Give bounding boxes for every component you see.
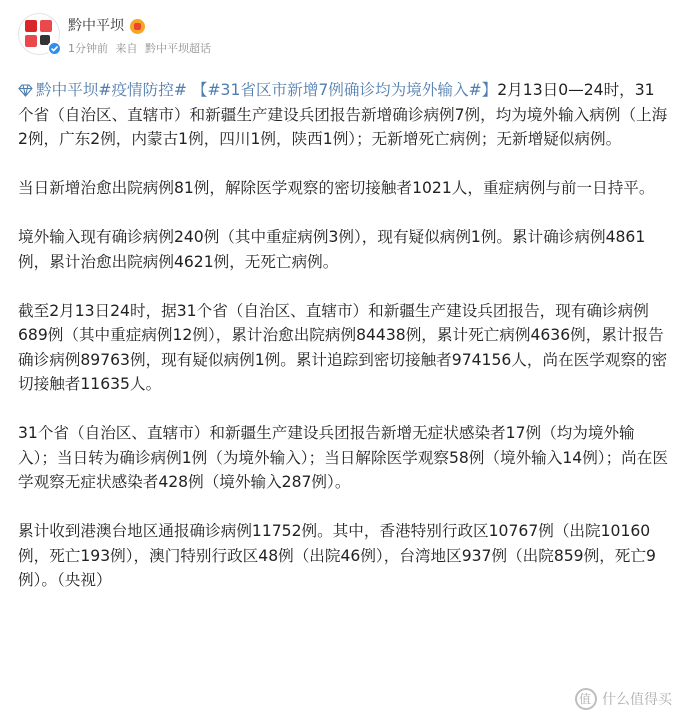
diamond-link-icon [18,84,33,97]
post-meta [68,41,215,57]
source-prefix: 来自 [115,42,138,55]
paragraph-1-text: 2月13日0—24时，31个省（自治区、直辖市）和新疆生产建设兵团报告新增确诊病例7例，均为境外输入病例（上海2例，广东2例，内蒙古1例，四川1例，陕西1例）；无新增死亡病例；无新增疑似病例。 [18,81,668,148]
paragraph-1 [18,78,668,152]
topic-link-1[interactable] [18,81,187,99]
watermark-text: 什么值得买 [602,692,672,708]
badge-icon [130,19,145,34]
paragraph-5: 31个省（自治区、直辖市）和新疆生产建设兵团报告新增无症状感染者17例（均为境外输入）；当日转为确诊病例1例（为境外输入）；当日解除医学观察58例（境外输入14例）；尚在医学观察无症状感染者428例（境外输入287例）。 [18,424,668,491]
watermark [575,688,672,710]
verified-icon [47,41,62,56]
paragraph-2: 当日新增治愈出院病例81例，解除医学观察的密切接触者1021人，重症病例与前一日持平。 [18,179,655,197]
topic-link-1-label: 黔中平坝#疫情防控# [36,81,187,99]
watermark-logo-icon [575,688,597,710]
post-header [0,0,680,68]
topic-link-2[interactable]: 【#31省区市新增7例确诊均为境外输入#】 [191,81,498,99]
post-content [18,78,668,617]
paragraph-3: 境外输入现有确诊病例240例（其中重症病例3例），现有疑似病例1例。累计确诊病例4861例，累计治愈出院病例4621例，无死亡病例。 [18,228,646,271]
post-time: 1分钟前 [68,42,108,55]
paragraph-6: 累计收到港澳台地区通报确诊病例11752例。其中，香港特别行政区10767例（出院10160例，死亡193例），澳门特别行政区48例（出院46例），台湾地区937例（出院859例，死亡9例）。（央视） [18,522,656,589]
post-source[interactable]: 黔中平坝超话 [145,42,211,55]
author-name[interactable]: 黔中平坝 [68,18,124,34]
paragraph-4: 截至2月13日24时，据31个省（自治区、直辖市）和新疆生产建设兵团报告，现有确诊病例689例（其中重症病例12例），累计治愈出院病例84438例，累计死亡病例4636例，累计报告确诊病例89763例，现有疑似病例1例。累计追踪到密切接触者974156人，尚在医学观察的密切接触者11635人。 [18,301,668,393]
avatar[interactable] [18,13,60,55]
